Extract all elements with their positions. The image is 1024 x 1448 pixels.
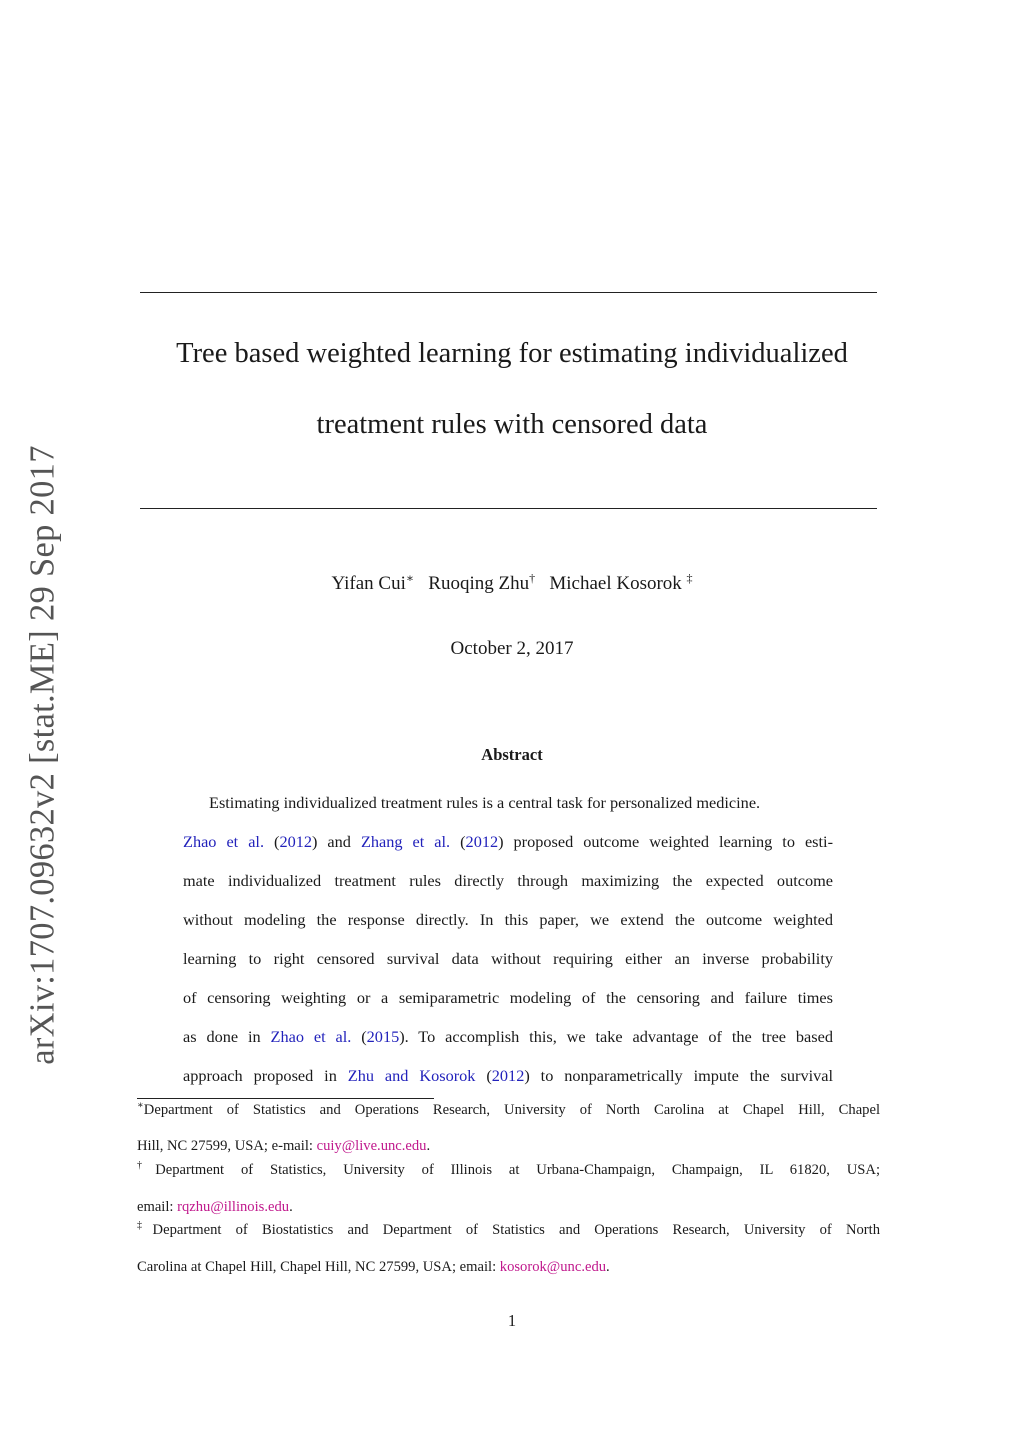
author-kosorok-mark[interactable]: ‡	[686, 571, 693, 585]
abstract-line-5: learning to right censored survival data without requiring either an inverse probability	[183, 949, 833, 968]
author-kosorok: Michael Kosorok	[549, 573, 682, 594]
abstract-line-2: Zhao et al. (2012) and Zhang et al. (2012) proposed outcome weighted learning to esti-	[183, 832, 833, 851]
footnote-2-line-1: †Department of Statistics, University of Illinois at Urbana-Champaign, Champaign, IL 61820, USA;	[137, 1160, 880, 1178]
page-number: 1	[507, 1311, 517, 1330]
title-top-rule	[140, 292, 877, 293]
author-cui: Yifan Cui	[331, 573, 406, 594]
citation-zhang-2012-year[interactable]: 2012	[465, 832, 499, 851]
author-list	[0, 573, 1024, 595]
email-zhu[interactable]: rqzhu@illinois.edu	[177, 1199, 290, 1215]
citation-zhang-2012[interactable]: Zhang et al.	[360, 832, 451, 851]
citation-zhu-kosorok-2012[interactable]: Zhu and Kosorok	[347, 1066, 476, 1085]
paper-title-line-2: treatment rules with censored data	[316, 409, 708, 440]
footnote-3-line-1: ‡Department of Biostatistics and Department of Statistics and Operations Research, University of North	[137, 1220, 881, 1238]
email-kosorok[interactable]: kosorok@unc.edu	[499, 1259, 607, 1275]
footnote-1-line-1: ∗Department of Statistics and Operations Research, University of North Carolina at Chapel Hill, Chapel	[137, 1100, 880, 1118]
abstract-line-6: of censoring weighting or a semiparametric modeling of the censoring and failure times	[183, 988, 833, 1007]
abstract-line-3: mate individualized treatment rules directly through maximizing the expected outcome	[183, 871, 833, 890]
abstract-heading: Abstract	[481, 745, 543, 764]
email-cui[interactable]: cuiy@live.unc.edu	[316, 1138, 427, 1154]
abstract-line-7: as done in Zhao et al. (2015). To accomplish this, we take advantage of the tree based	[183, 1027, 833, 1046]
paper-title-line-1: Tree based weighted learning for estimating individualized	[176, 338, 848, 369]
footnote-rule	[137, 1098, 434, 1099]
author-zhu: Ruoqing Zhu	[428, 573, 530, 594]
abstract-line-1: Estimating individualized treatment rules is a central task for personalized medicine.	[209, 793, 761, 812]
citation-zhu-kosorok-2012-year[interactable]: 2012	[491, 1066, 525, 1085]
paper-date: October 2, 2017	[450, 638, 574, 659]
footnote-2-line-2: email: rqzhu@illinois.edu.	[137, 1199, 293, 1215]
citation-zhao-2012[interactable]: Zhao et al.	[183, 832, 265, 851]
footnote-1-line-2: Hill, NC 27599, USA; e-mail: cuiy@live.unc.edu.	[137, 1138, 431, 1154]
arxiv-stamp: arXiv:1707.09632v2 [stat.ME] 29 Sep 2017	[23, 445, 62, 1065]
abstract-line-4: without modeling the response directly. In this paper, we extend the outcome weighted	[183, 910, 833, 929]
abstract-line-8: approach proposed in Zhu and Kosorok (2012) to nonparametrically impute the survival	[183, 1066, 833, 1085]
footnote-3-line-2: Carolina at Chapel Hill, Chapel Hill, NC 27599, USA; email: kosorok@unc.edu.	[137, 1259, 610, 1275]
citation-zhao-2015-year[interactable]: 2015	[366, 1027, 400, 1046]
citation-zhao-2015[interactable]: Zhao et al.	[270, 1027, 352, 1046]
title-bottom-rule	[140, 508, 877, 509]
citation-zhao-2012-year[interactable]: 2012	[279, 832, 313, 851]
author-cui-mark[interactable]: ∗	[405, 571, 415, 585]
footnote-1-mark: ∗	[137, 1100, 144, 1111]
author-zhu-mark[interactable]: †	[529, 571, 536, 585]
footnote-3-mark: ‡	[137, 1220, 153, 1231]
footnote-2-mark: †	[137, 1160, 156, 1171]
